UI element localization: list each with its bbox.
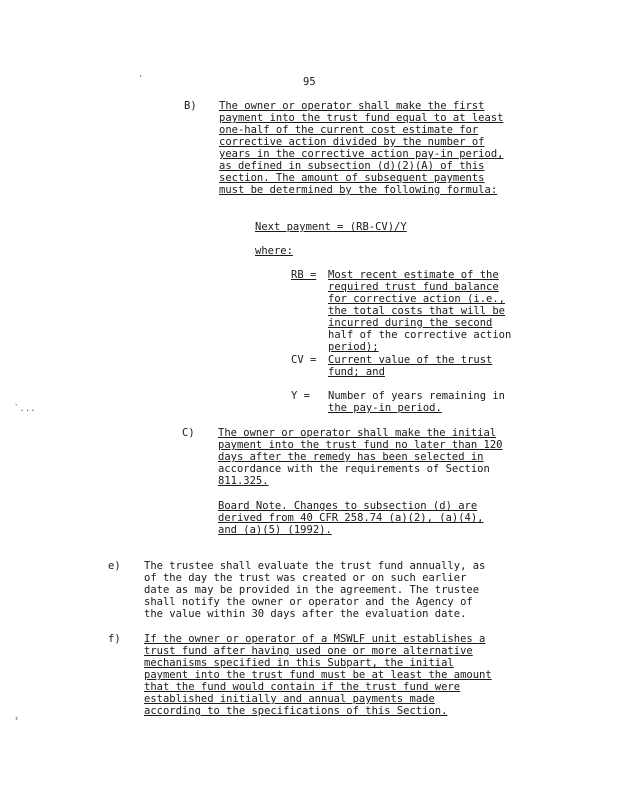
definition-line: period); bbox=[328, 341, 379, 353]
section-f-line: according to the specifications of this Section. bbox=[144, 705, 448, 717]
definition-term: Y = bbox=[291, 390, 310, 402]
definition-line: half of the corrective action bbox=[328, 329, 512, 341]
section-f-line: that the fund would contain if the trust fund were bbox=[144, 681, 461, 693]
definition-line: Number of years remaining in bbox=[328, 390, 506, 402]
section-b-line: corrective action divided by the number of bbox=[219, 136, 485, 148]
board-note-line: and (a)(5) (1992). bbox=[218, 524, 332, 536]
section-f-line: trust fund after having used one or more alternative bbox=[144, 645, 473, 657]
section-c-line: days after the remedy has been selected in bbox=[218, 451, 484, 463]
section-c-line: The owner or operator shall make the initial bbox=[218, 427, 497, 439]
section-b-label: B) bbox=[184, 100, 197, 112]
page-number: 95 bbox=[303, 76, 316, 88]
section-b-line: one-half of the current cost estimate for bbox=[219, 124, 479, 136]
section-f-label: f) bbox=[108, 633, 121, 645]
definition-line: fund; and bbox=[328, 366, 385, 378]
section-b-line: must be determined by the following formula: bbox=[219, 184, 498, 196]
section-e-line: The trustee shall evaluate the trust fund annually, as bbox=[144, 560, 486, 572]
section-f-line: If the owner or operator of a MSWLF unit establishes a bbox=[144, 633, 486, 645]
section-c-line: accordance with the requirements of Section bbox=[218, 463, 490, 475]
definition-line: for corrective action (i.e., bbox=[328, 293, 506, 305]
section-c-label: C) bbox=[182, 427, 195, 439]
board-note-line: Board Note. Changes to subsection (d) are bbox=[218, 500, 478, 512]
section-b-line: payment into the trust fund equal to at least bbox=[219, 112, 504, 124]
margin-mark-top: · bbox=[138, 72, 144, 82]
definition-term: RB = bbox=[291, 269, 317, 281]
section-e-line: the value within 30 days after the evaluation date. bbox=[144, 608, 467, 620]
section-b-line: section. The amount of subsequent payments bbox=[219, 172, 485, 184]
section-f-line: payment into the trust fund must be at least the amount bbox=[144, 669, 492, 681]
section-c-line: payment into the trust fund no later than 120 bbox=[218, 439, 503, 451]
section-b-line: The owner or operator shall make the first bbox=[219, 100, 485, 112]
section-f-line: established initially and annual payments made bbox=[144, 693, 435, 705]
definition-line: Current value of the trust bbox=[328, 354, 493, 366]
definition-term: CV = bbox=[291, 354, 317, 366]
section-b-line: years in the corrective action pay-in period, bbox=[219, 148, 504, 160]
section-e-line: date as may be provided in the agreement. The trustee bbox=[144, 584, 480, 596]
section-c-line: 811.325. bbox=[218, 475, 269, 487]
section-e-line: of the day the trust was created or on such earlier bbox=[144, 572, 467, 584]
section-e-line: shall notify the owner or operator and the Agency of bbox=[144, 596, 473, 608]
definition-line: Most recent estimate of the bbox=[328, 269, 499, 281]
where-label: where: bbox=[255, 245, 293, 257]
margin-mark-middle: `... bbox=[14, 404, 36, 414]
board-note-line: derived from 40 CFR 258.74 (a)(2), (a)(4), bbox=[218, 512, 484, 524]
definition-line: required trust fund balance bbox=[328, 281, 499, 293]
section-e-label: e) bbox=[108, 560, 121, 572]
margin-mark-bottom: ‹ bbox=[14, 714, 20, 724]
definition-line: the total costs that will be bbox=[328, 305, 506, 317]
definition-line: incurred during the second bbox=[328, 317, 493, 329]
definition-line: the pay-in period. bbox=[328, 402, 442, 414]
formula: Next payment = (RB-CV)/Y bbox=[255, 221, 407, 233]
section-b-line: as defined in subsection (d)(2)(A) of this bbox=[219, 160, 485, 172]
section-f-line: mechanisms specified in this Subpart, the initial bbox=[144, 657, 454, 669]
